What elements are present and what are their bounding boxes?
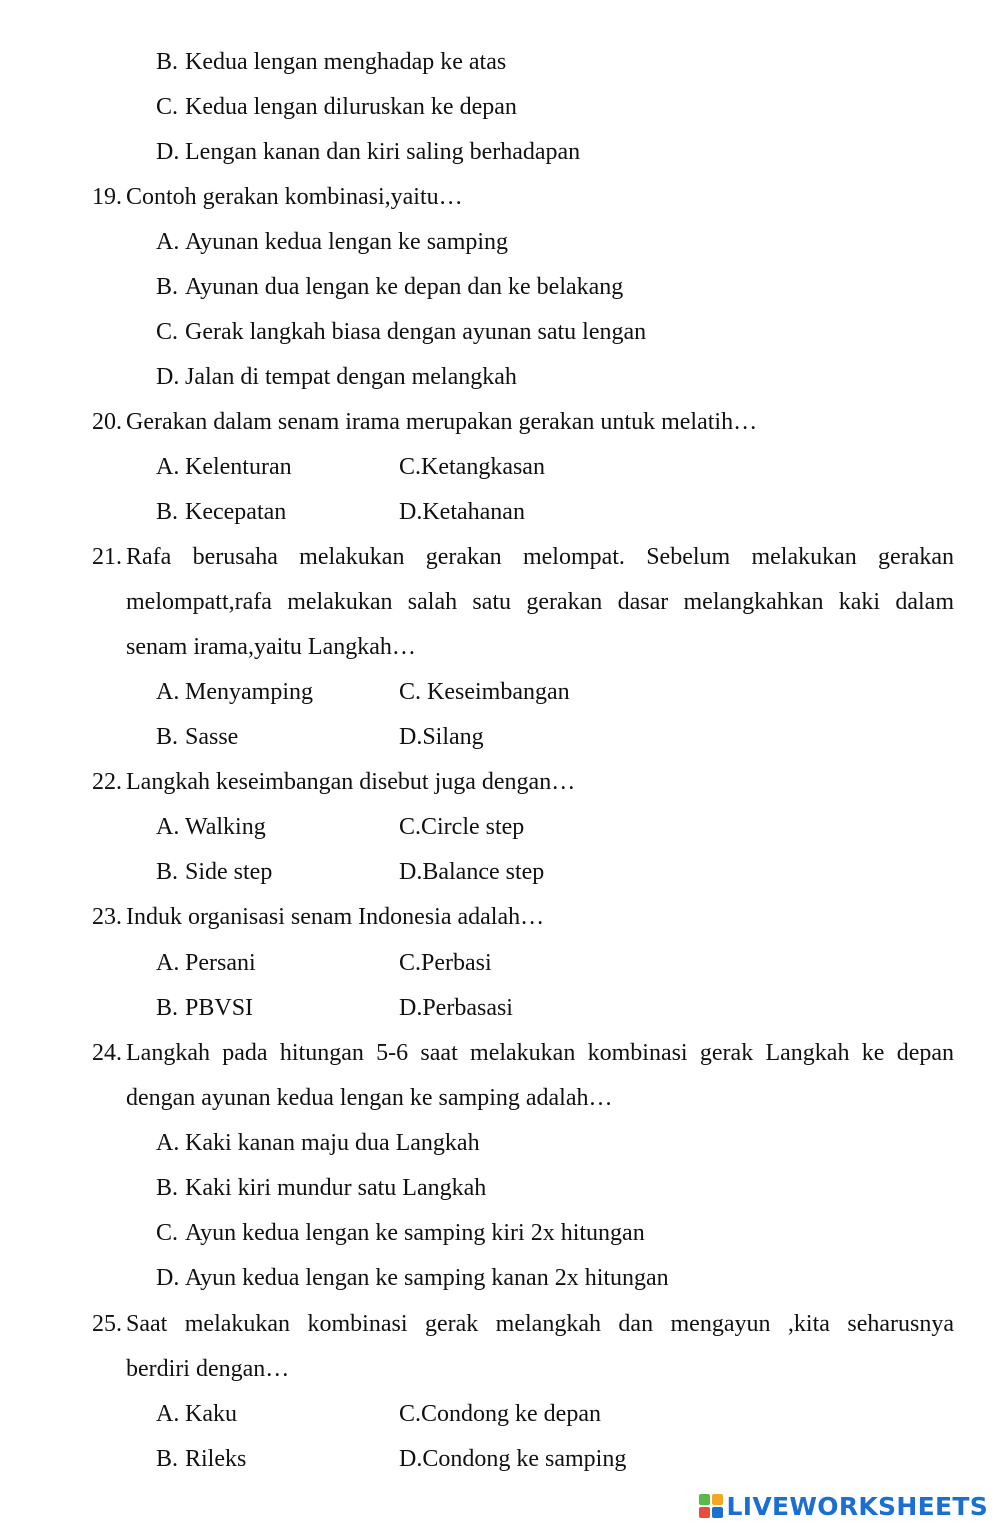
- q20-option-d: D.Ketahanan: [399, 499, 525, 525]
- q18-option-b: B. Kedua lengan menghadap ke atas: [156, 49, 507, 75]
- q24-option-b: B. Kaki kiri mundur satu Langkah: [156, 1175, 487, 1201]
- q23-option-d: D.Perbasasi: [399, 995, 513, 1021]
- q20-option-a: A. Kelenturan: [156, 454, 292, 480]
- liveworksheets-wordmark: LIVEWORKSHEETS: [726, 1491, 988, 1521]
- q24-option-c: C. Ayun kedua lengan ke samping kiri 2x hitungan: [156, 1220, 645, 1246]
- q23-option-c: C.Perbasi: [399, 950, 492, 976]
- q21-option-a: A. Menyamping: [156, 679, 313, 705]
- q19-option-b: B. Ayunan dua lengan ke depan dan ke belakang: [156, 274, 624, 300]
- q19-option-c: C. Gerak langkah biasa dengan ayunan satu lengan: [156, 319, 647, 345]
- q18-option-d: D. Lengan kanan dan kiri saling berhadapan: [156, 139, 581, 165]
- q20-option-b: B. Kecepatan: [156, 499, 287, 525]
- q22-option-c: C.Circle step: [399, 814, 525, 840]
- q22-option-b: B. Side step: [156, 859, 273, 885]
- q22-option-d: D.Balance step: [399, 859, 545, 885]
- q23-option-b: B. PBVSI: [156, 995, 254, 1021]
- q21-option-c: C. Keseimbangan: [399, 679, 570, 705]
- q18-option-c: C. Kedua lengan diluruskan ke depan: [156, 94, 517, 120]
- q24-option-d: D. Ayun kedua lengan ke samping kanan 2x hitungan: [156, 1265, 669, 1291]
- q21-option-d: D.Silang: [399, 724, 484, 750]
- q19-option-d: D. Jalan di tempat dengan melangkah: [156, 364, 517, 390]
- q23-option-a: A. Persani: [156, 950, 256, 976]
- q22-option-a: A. Walking: [156, 814, 266, 840]
- q20-option-c: C.Ketangkasan: [399, 454, 545, 480]
- q24-option-a: A. Kaki kanan maju dua Langkah: [156, 1130, 480, 1156]
- liveworksheets-logo: [699, 1488, 988, 1524]
- liveworksheets-mark-icon: [699, 1494, 723, 1518]
- q21-option-b: B. Sasse: [156, 724, 239, 750]
- q25-option-a: A. Kaku: [156, 1401, 237, 1427]
- q25-option-c: C.Condong ke depan: [399, 1401, 601, 1427]
- q25-option-d: D.Condong ke samping: [399, 1446, 627, 1472]
- q25-option-b: B. Rileks: [156, 1446, 247, 1472]
- q19-option-a: A. Ayunan kedua lengan ke samping: [156, 229, 509, 255]
